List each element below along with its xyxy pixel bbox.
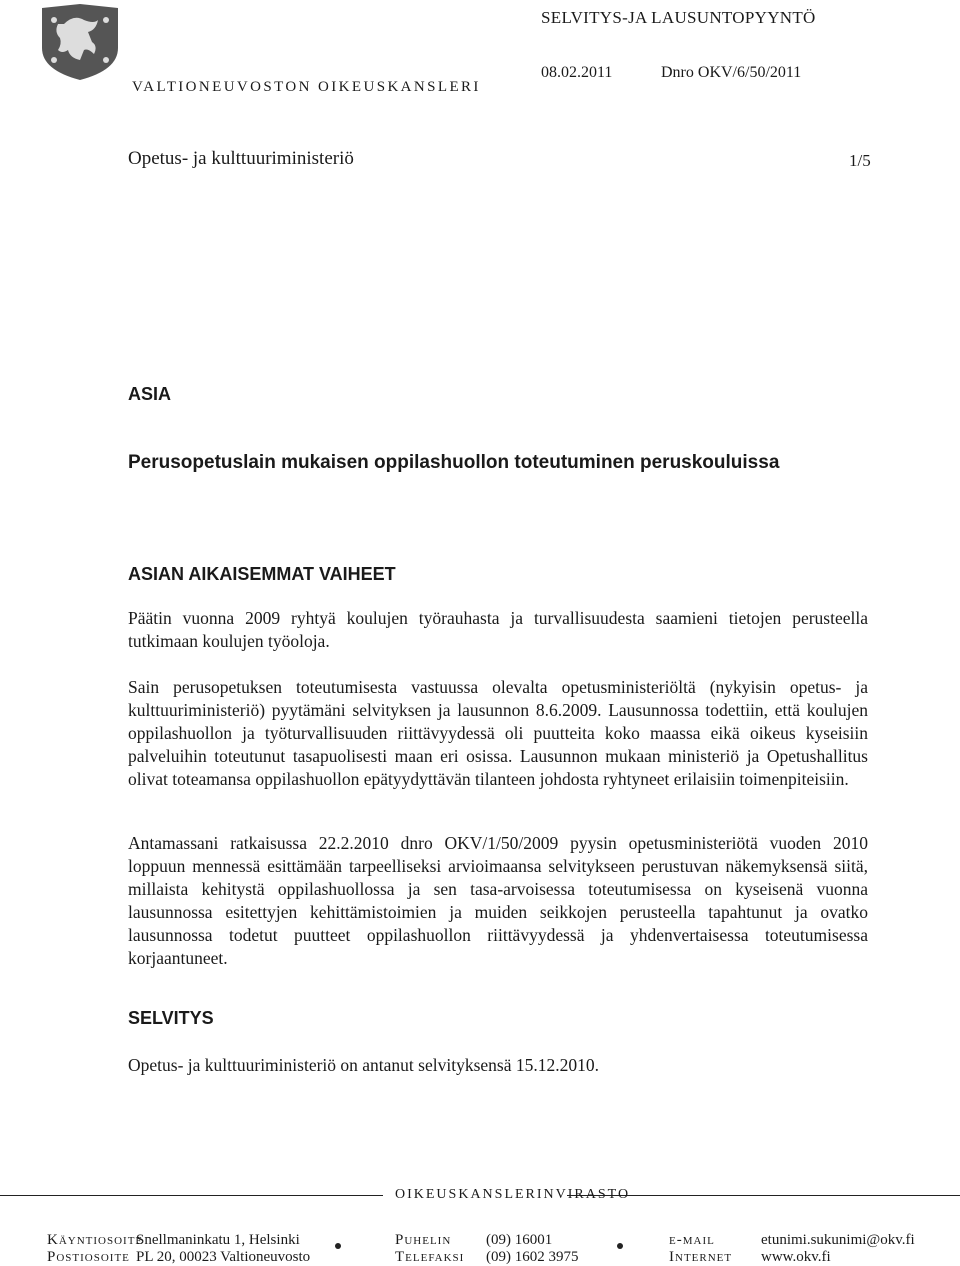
footer-fax-label: Telefaksi	[395, 1249, 465, 1265]
section-heading-asia: ASIA	[128, 384, 172, 404]
paragraph: Opetus- ja kulttuuriministeriö on antanut selvityksensä 15.12.2010.	[128, 1055, 599, 1075]
footer-org-name: OIKEUSKANSLERINVIRASTO	[395, 1187, 631, 1202]
org-name: VALTIONEUVOSTON OIKEUSKANSLERI	[132, 79, 481, 95]
section-heading-earlier-phases: ASIAN AIKAISEMMAT VAIHEET	[128, 564, 396, 584]
section-heading-selvitys: SELVITYS	[128, 1008, 214, 1028]
paragraph: Antamassani ratkaisussa 22.2.2010 dnro OKV/1/50/2009 pyysin opetusministeriötä vuoden 2010 loppuun mennessä esittämään tarpeelliseksi arvioimaansa selvitykseen perustuvan näkemyksensä siitä, millaista kehitystä oppilashuollossa ja sen tasa-arvoisessa toteutumisessa on kyseisenä vuonna lausunnossa esitettyjen kehittämistoimien ja muiden seikkojen perusteella tapahtunut ja ovatko lausunnossa todetut puutteet oppilashuollon riittävyydessä ja yhdenvertaisessa toteutumisessa korjaantuneet.	[128, 833, 868, 968]
paragraph: Sain perusopetuksen toteutumisesta vastuussa olevalta opetusministeriöltä (nykyisin opetus- ja kulttuuriministeriö) pyytämäni selvityksen ja lausunnon 8.6.2009. Lausunnossa todettiin, että koulujen oppilashuollon ja työturvallisuuden riittävyydessä oli puutteita koko maassa eikä oikeus kyseisiin palveluihin toteutunut tasapuolisesti maan eri osissa. Lausunnon mukaan ministeriö ja Opetushallitus olivat toteamansa oppilashuollon epätyydyttävän tilanteen johdosta ryhtyneet erilaisiin toimenpiteisiin.	[128, 677, 868, 789]
footer-bullet	[617, 1243, 623, 1249]
footer-internet-label: Internet	[669, 1249, 733, 1265]
footer-website-link[interactable]: www.okv.fi	[761, 1249, 831, 1265]
document-type: SELVITYS-JA LAUSUNTOPYYNTÖ	[541, 8, 816, 27]
coat-of-arms-logo-icon	[34, 4, 126, 80]
footer-phone-label: Puhelin	[395, 1232, 452, 1248]
page-number: 1/5	[849, 151, 871, 170]
footer-divider	[0, 1195, 383, 1196]
footer-fax-value: (09) 1602 3975	[486, 1249, 579, 1265]
recipient: Opetus- ja kulttuuriministeriö	[128, 148, 354, 169]
footer-post-label: Postiosoite	[47, 1249, 130, 1265]
document-date: 08.02.2011	[541, 64, 613, 81]
subject-title: Perusopetuslain mukaisen oppilashuollon toteutuminen peruskouluissa	[128, 452, 780, 473]
footer-email-label: e-mail	[669, 1232, 715, 1248]
footer-bullet	[335, 1243, 341, 1249]
footer-email-link[interactable]: etunimi.sukunimi@okv.fi	[761, 1232, 915, 1248]
footer-visit-label: Käyntiosoite	[47, 1232, 144, 1248]
footer-post-value: PL 20, 00023 Valtioneuvosto	[136, 1249, 311, 1265]
footer-visit-value: Snellmaninkatu 1, Helsinki	[136, 1232, 300, 1248]
paragraph: Päätin vuonna 2009 ryhtyä koulujen työrauhasta ja turvallisuudesta saamieni tietojen perusteella tutkimaan koulujen työoloja.	[128, 608, 868, 651]
document-number: Dnro OKV/6/50/2011	[661, 64, 802, 81]
footer-phone-value: (09) 16001	[486, 1232, 553, 1248]
